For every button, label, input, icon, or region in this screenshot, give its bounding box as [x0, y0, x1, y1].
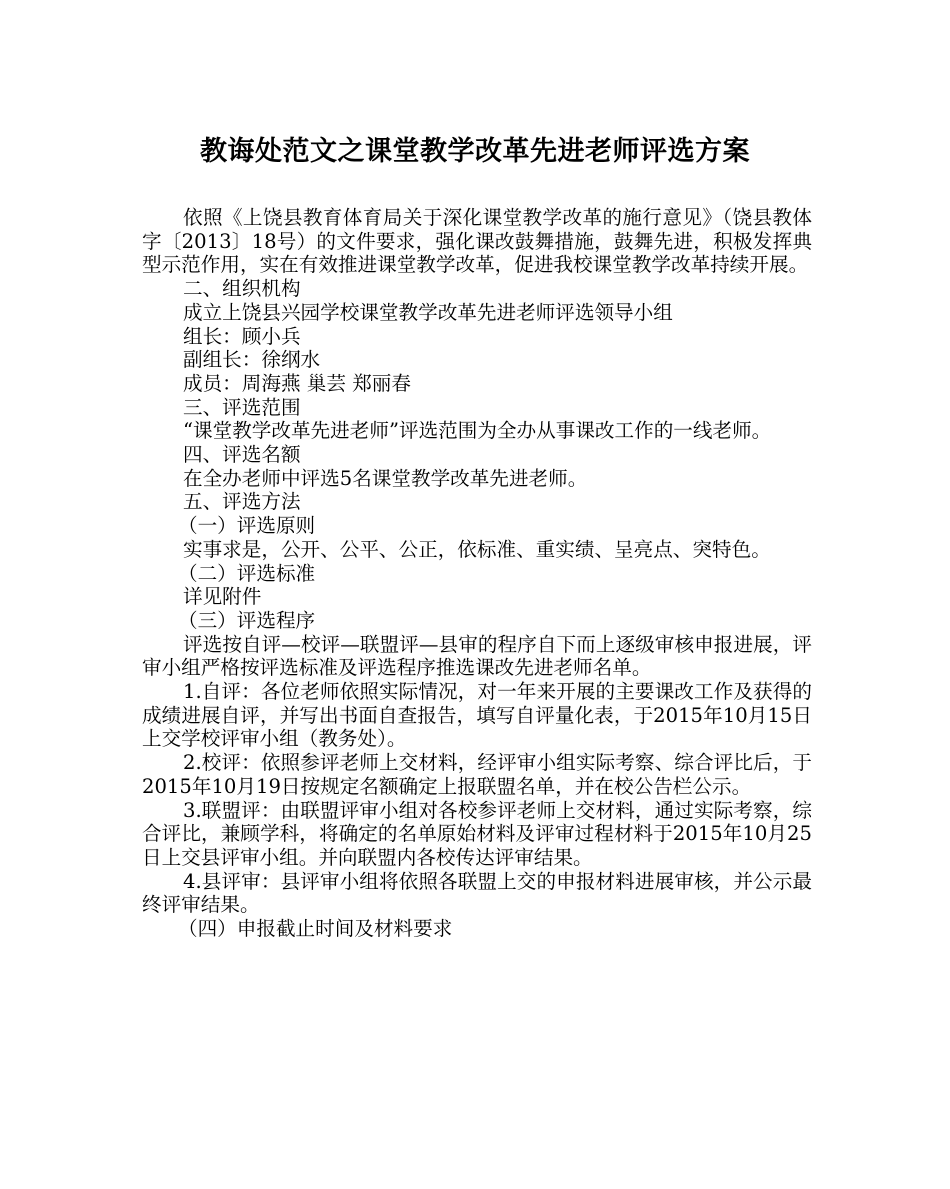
list-item: 4.县评审：县评审小组将依照各联盟上交的申报材料进展审核，并公示最终评审结果。	[142, 869, 812, 917]
paragraph: 成员：周海燕 巢芸 郑丽春	[183, 371, 411, 395]
paragraph: 组长：顾小兵	[183, 324, 301, 348]
subsection-heading: （一）评选原则	[178, 514, 316, 538]
paragraph: 评选按自评—校评—联盟评—县审的程序自下而上逐级审核申报进展，评审小组严格按评选标准及评选程序推选课改先进老师名单。	[142, 632, 812, 680]
paragraph: 实事求是，公开、公平、公正，依标准、重实绩、呈亮点、突特色。	[183, 537, 771, 561]
paragraph: 详见附件	[183, 585, 262, 609]
list-item: 1.自评：各位老师依照实际情况，对一年来开展的主要课改工作及获得的成绩进展自评，并写出书面自查报告，填写自评量化表，于2015年10月15日上交学校评审小组（教务处）。	[142, 680, 812, 751]
section-heading-scope: 三、评选范围	[183, 395, 301, 419]
list-item: 3.联盟评：由联盟评审小组对各校参评老师上交材料，通过实际考察，综合评比，兼顾学科，将确定的名单原始材料及评审过程材料于2015年10月25日上交县评审小组。并向联盟内各校传达评审结果。	[142, 798, 812, 869]
section-heading-method: 五、评选方法	[183, 490, 301, 514]
list-item: 2.校评：依照参评老师上交材料，经评审小组实际考察、综合评比后，于2015年10月19日按规定名额确定上报联盟名单，并在校公告栏公示。	[142, 751, 812, 798]
subsection-heading: （三）评选程序	[178, 608, 316, 632]
paragraph: 副组长：徐纲水	[183, 348, 321, 372]
document-title: 教诲处范文之课堂教学改革先进老师评选方案	[200, 136, 750, 167]
subsection-heading: （二）评选标准	[178, 561, 316, 585]
section-heading-organization: 二、组织机构	[183, 277, 301, 301]
subsection-heading: （四）申报截止时间及材料要求	[178, 917, 453, 941]
intro-paragraph: 依照《上饶县教育体育局关于深化课堂教学改革的施行意见》（饶县教体字〔2013〕18号）的文件要求，强化课改鼓舞措施，鼓舞先进，积极发挥典型示范作用，实在有效推进课堂教学改革，促进我校课堂教学改革持续开展。	[142, 206, 812, 277]
document-body	[142, 206, 812, 941]
paragraph: 在全办老师中评选5名课堂教学改革先进老师。	[183, 466, 588, 490]
section-heading-quota: 四、评选名额	[183, 443, 301, 467]
paragraph: “课堂教学改革先进老师”评选范围为全办从事课改工作的一线老师。	[183, 419, 772, 443]
paragraph: 成立上饶县兴园学校课堂教学改革先进老师评选领导小组	[183, 300, 673, 324]
